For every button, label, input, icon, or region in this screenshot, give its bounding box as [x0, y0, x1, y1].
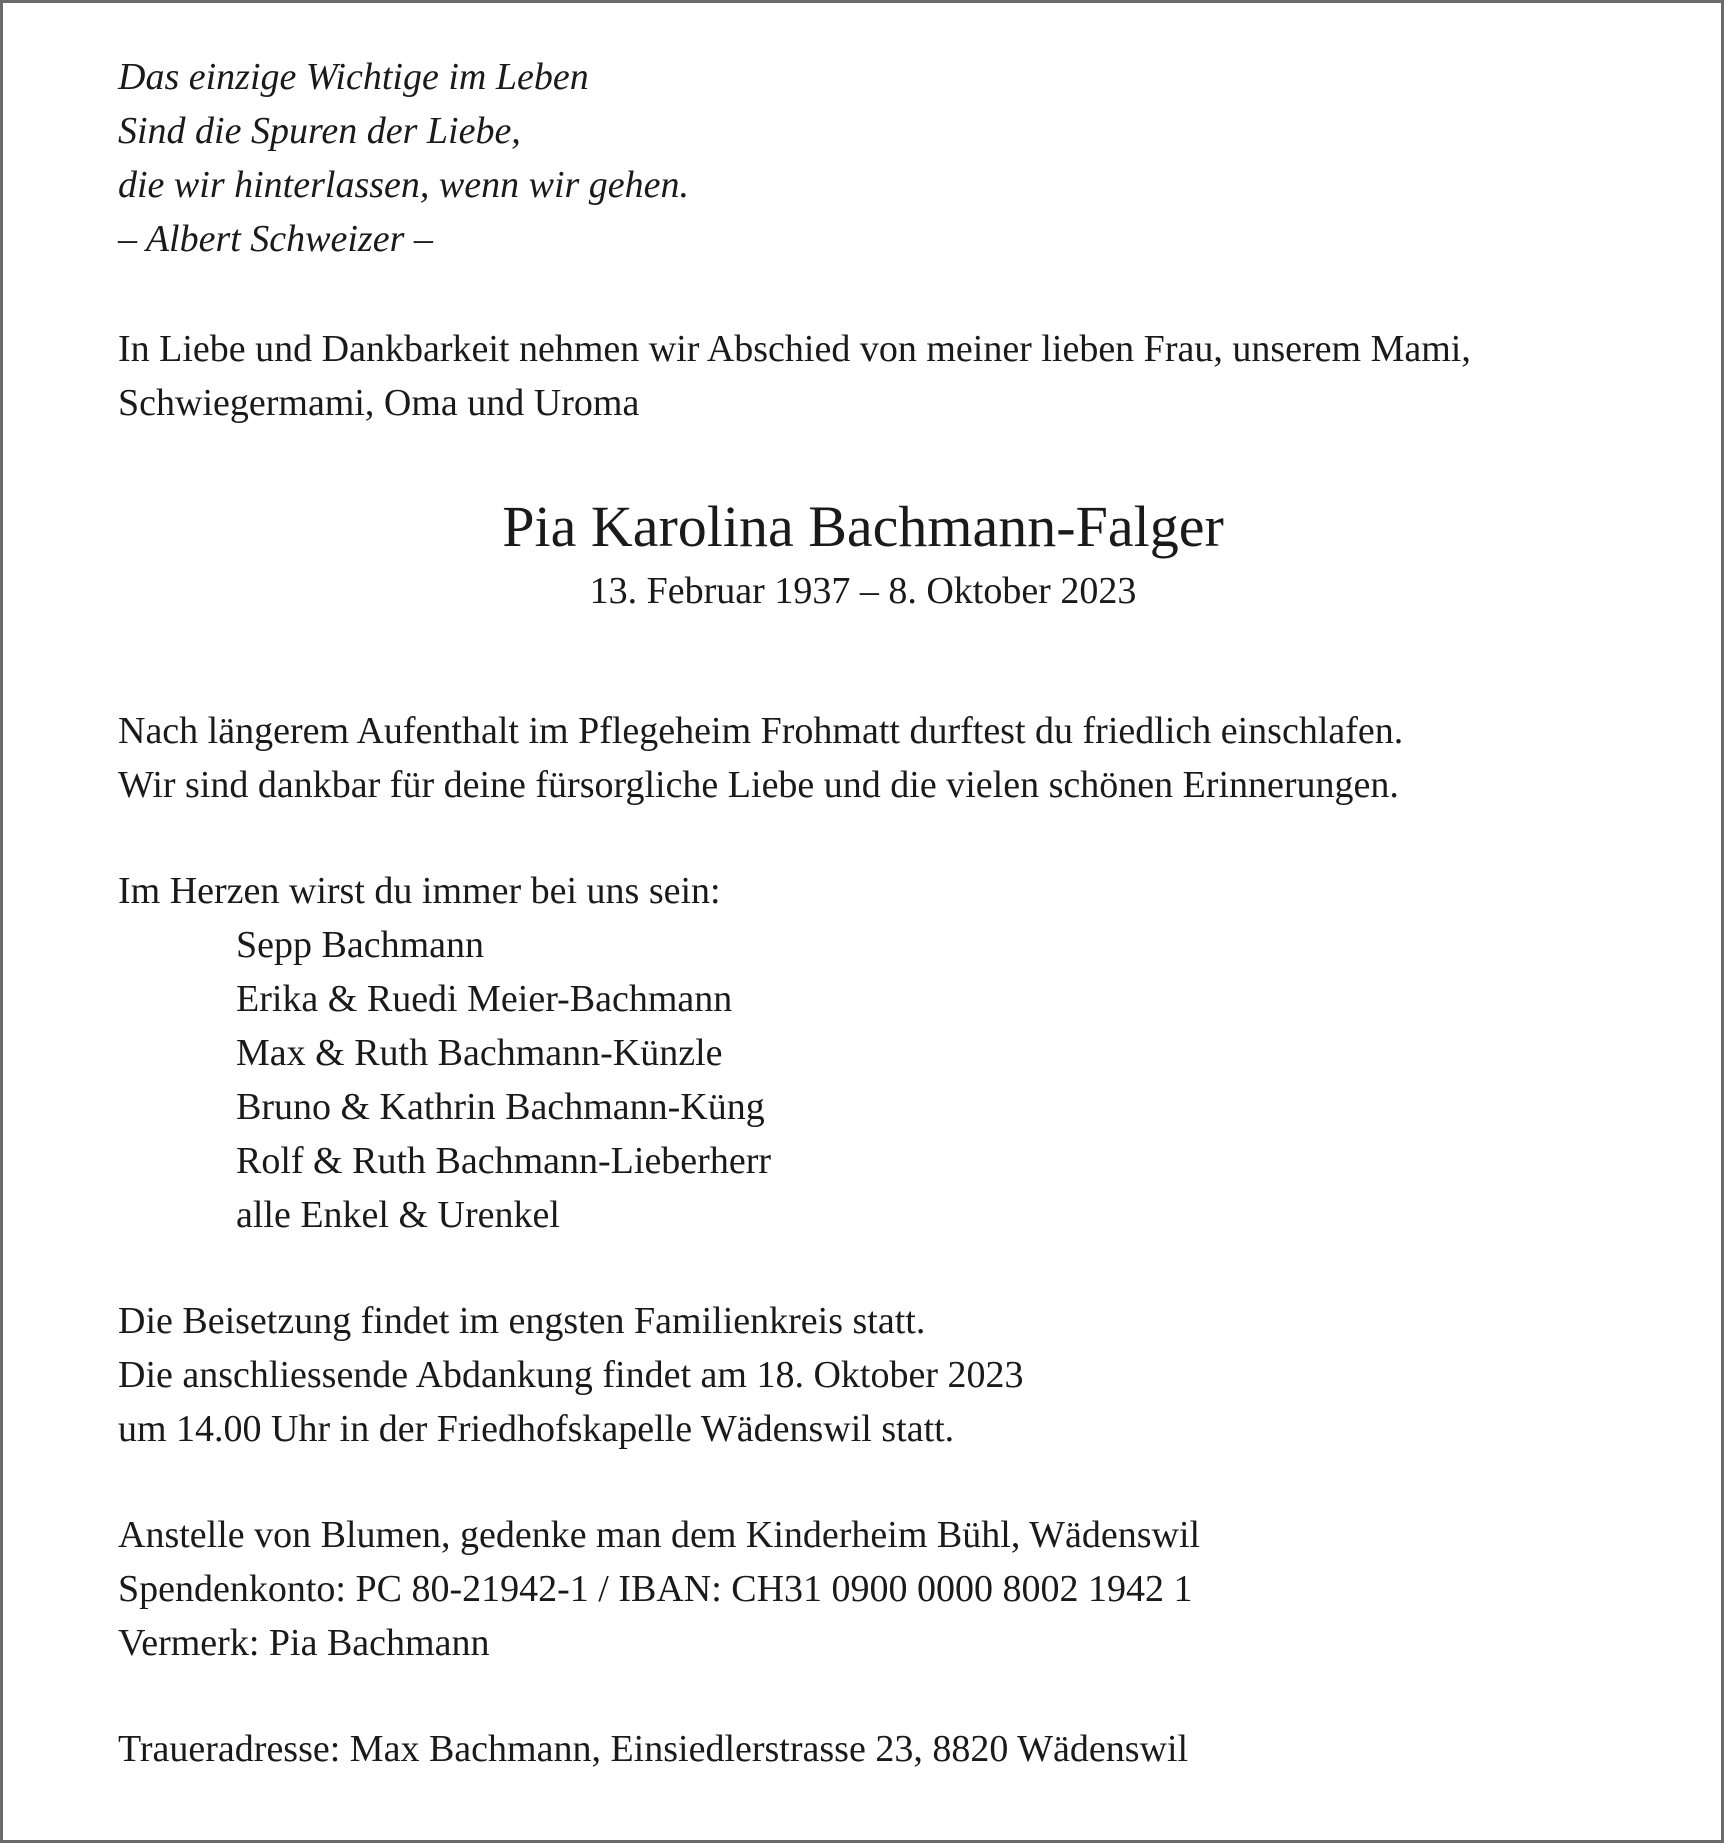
family-member: alle Enkel & Urenkel	[236, 1194, 560, 1236]
intro-paragraph	[118, 322, 1608, 430]
address-line: Traueradresse: Max Bachmann, Einsiedlerstrasse 23, 8820 Wädenswil	[118, 1728, 1189, 1770]
mourning-address	[118, 1722, 1608, 1776]
deceased-name: Pia Karolina Bachmann-Falger	[502, 494, 1224, 559]
donation-details	[118, 1508, 1608, 1670]
quote-attribution: – Albert Schweizer –	[118, 218, 433, 260]
family-heading: Im Herzen wirst du immer bei uns sein:	[118, 870, 721, 912]
obituary-notice	[118, 50, 1608, 1776]
family-section	[118, 864, 1608, 1242]
funeral-line: Die anschliessende Abdankung findet am 18. Oktober 2023	[118, 1354, 1024, 1396]
family-member: Sepp Bachmann	[236, 924, 485, 966]
farewell-paragraph	[118, 704, 1608, 812]
donation-note: Vermerk: Pia Bachmann	[118, 1622, 490, 1664]
epigraph-quote	[118, 50, 1608, 266]
quote-line: die wir hinterlassen, wenn wir gehen.	[118, 164, 690, 206]
family-list	[236, 918, 1608, 1242]
funeral-line: um 14.00 Uhr in der Friedhofskapelle Wädenswil statt.	[118, 1408, 955, 1450]
donation-account: Spendenkonto: PC 80-21942-1 / IBAN: CH31 0900 0000 8002 1942 1	[118, 1568, 1193, 1610]
funeral-details	[118, 1294, 1608, 1456]
family-member: Rolf & Ruth Bachmann-Lieberherr	[236, 1140, 772, 1182]
farewell-line: Nach längerem Aufenthalt im Pflegeheim Frohmatt durftest du friedlich einschlafen.	[118, 710, 1404, 752]
family-member: Bruno & Kathrin Bachmann-Küng	[236, 1086, 765, 1128]
quote-line: Sind die Spuren der Liebe,	[118, 110, 521, 152]
family-member: Erika & Ruedi Meier-Bachmann	[236, 978, 733, 1020]
intro-line: Schwiegermami, Oma und Uroma	[118, 382, 640, 424]
donation-line: Anstelle von Blumen, gedenke man dem Kinderheim Bühl, Wädenswil	[118, 1514, 1201, 1556]
family-member: Max & Ruth Bachmann-Künzle	[236, 1032, 723, 1074]
intro-line: In Liebe und Dankbarkeit nehmen wir Abschied von meiner lieben Frau, unserem Mami,	[118, 328, 1471, 370]
quote-line: Das einzige Wichtige im Leben	[118, 56, 589, 98]
farewell-line: Wir sind dankbar für deine fürsorgliche Liebe und die vielen schönen Erinnerungen.	[118, 764, 1399, 806]
life-dates: 13. Februar 1937 – 8. Oktober 2023	[589, 570, 1137, 612]
funeral-line: Die Beisetzung findet im engsten Familienkreis statt.	[118, 1300, 926, 1342]
